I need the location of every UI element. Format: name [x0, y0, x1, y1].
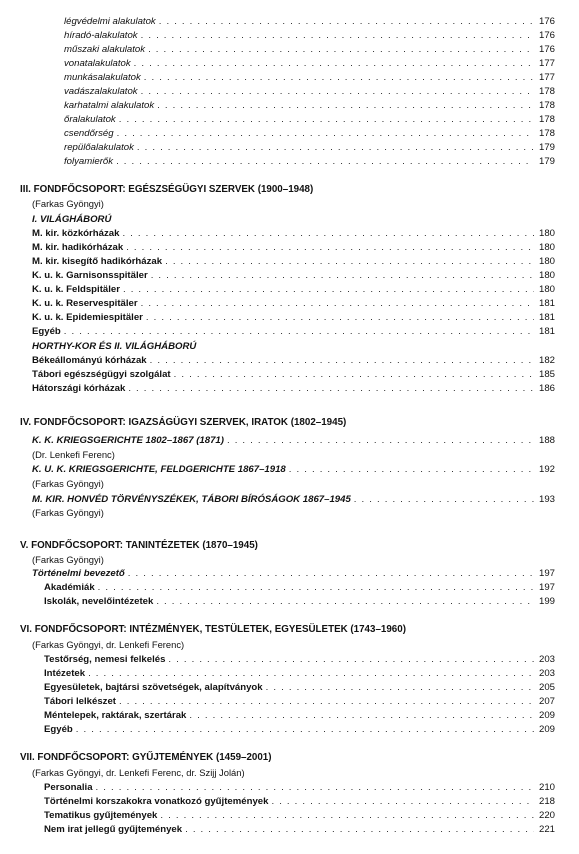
toc-entry: műszaki alakulatok . . . 176	[64, 44, 555, 57]
section-author: (Farkas Gyöngyi)	[32, 198, 104, 209]
toc-entry: K. U. K. KRIEGSGERICHTE, FELDGERICHTE 1867–1918 . . . 192	[32, 464, 555, 477]
entry-author: (Farkas Gyöngyi)	[32, 507, 104, 518]
toc-entry: csendőrség . . . 178	[64, 128, 555, 141]
toc-entry: Történelmi bevezető . . . 197	[32, 568, 555, 581]
subsection-heading: HORTHY-KOR ÉS II. VILÁGHÁBORÚ	[32, 341, 197, 352]
entry-author: (Farkas Gyöngyi)	[32, 478, 104, 489]
toc-entry: Egyesületek, bajtársi szövetségek, alapítványok . . . 205	[44, 682, 555, 695]
toc-entry: K. u. k. Feldspitäler . . . 180	[32, 284, 555, 297]
toc-entry: Tábori lelkészet . . . 207	[44, 696, 555, 709]
toc-entry: Nem irat jellegű gyűjtemények . . . 221	[44, 824, 555, 837]
toc-entry: K. K. KRIEGSGERICHTE 1802–1867 (1871) . . . 188	[32, 435, 555, 448]
toc-entry: Történelmi korszakokra vonatkozó gyűjtemények . . . 218	[44, 796, 555, 809]
toc-entry: Personalia . . . 210	[44, 782, 555, 795]
toc-entry: folyamierők . . . 179	[64, 156, 555, 169]
toc-entry: Akadémiák . . . 197	[44, 582, 555, 595]
toc-entry: Hátországi kórházak . . . 186	[32, 383, 555, 396]
toc-entry: őralakulatok . . . 178	[64, 114, 555, 127]
toc-entry: repülőalakulatok . . . 179	[64, 142, 555, 155]
section-heading: VI. FONDFŐCSOPORT: INTÉZMÉNYEK, TESTÜLETEK, EGYESÜLETEK (1743–1960)	[20, 624, 406, 635]
section-author: (Farkas Gyöngyi, dr. Lenkefi Ferenc)	[32, 639, 185, 650]
toc-entry: Tematikus gyűjtemények . . . 220	[44, 810, 555, 823]
toc-entry: karhatalmi alakulatok . . . 178	[64, 100, 555, 113]
toc-entry: M. kir. kisegítő hadikórházak . . . 180	[32, 256, 555, 269]
toc-entry: M. KIR. HONVÉD TÖRVÉNYSZÉKEK, TÁBORI BÍRÓSÁGOK 1867–1945 . . . 193	[32, 494, 555, 507]
toc-entry: K. u. k. Epidemiespitäler . . . 181	[32, 312, 555, 325]
section-author: (Farkas Gyöngyi)	[32, 554, 104, 565]
toc-entry: vonatalakulatok . . . 177	[64, 58, 555, 71]
toc-entry: Tábori egészségügyi szolgálat . . . 185	[32, 369, 555, 382]
toc-entry: híradó-alakulatok . . . 176	[64, 30, 555, 43]
section-author: (Farkas Gyöngyi, dr. Lenkefi Ferenc, dr. Szijj Jolán)	[32, 767, 245, 778]
toc-entry: Békeállományú kórházak . . . 182	[32, 355, 555, 368]
toc-entry: Intézetek . . . 203	[44, 668, 555, 681]
toc-entry: vadászalakulatok . . . 178	[64, 86, 555, 99]
section-heading: III. FONDFŐCSOPORT: EGÉSZSÉGÜGYI SZERVEK (1900–1948)	[20, 184, 314, 195]
toc-entry: Méntelepek, raktárak, szertárak . . . 209	[44, 710, 555, 723]
toc-entry: K. u. k. Garnisonsspitäler . . . 180	[32, 270, 555, 283]
toc-entry: munkásalakulatok . . . 177	[64, 72, 555, 85]
section-heading: VII. FONDFŐCSOPORT: GYŰJTEMÉNYEK (1459–2001)	[20, 752, 272, 763]
toc-entry: Iskolák, nevelőintézetek . . . 199	[44, 596, 555, 609]
section-heading: V. FONDFŐCSOPORT: TANINTÉZETEK (1870–1945)	[20, 540, 258, 551]
toc-entry: M. kir. közkórházak . . . 180	[32, 228, 555, 241]
toc-entry: Egyéb . . . 209	[44, 724, 555, 737]
toc-entry: M. kir. hadikórházak . . . 180	[32, 242, 555, 255]
entry-author: (Dr. Lenkefi Ferenc)	[32, 449, 115, 460]
toc-entry: K. u. k. Reservespitäler . . . 181	[32, 298, 555, 311]
toc-entry: légvédelmi alakulatok . . . 176	[64, 16, 555, 29]
subsection-heading: I. VILÁGHÁBORÚ	[32, 214, 112, 225]
toc-entry: Egyéb . . . 181	[32, 326, 555, 339]
toc-entry: Testőrség, nemesi felkelés . . . 203	[44, 654, 555, 667]
section-heading: IV. FONDFŐCSOPORT: IGAZSÁGÜGYI SZERVEK, IRATOK (1802–1945)	[20, 417, 347, 428]
